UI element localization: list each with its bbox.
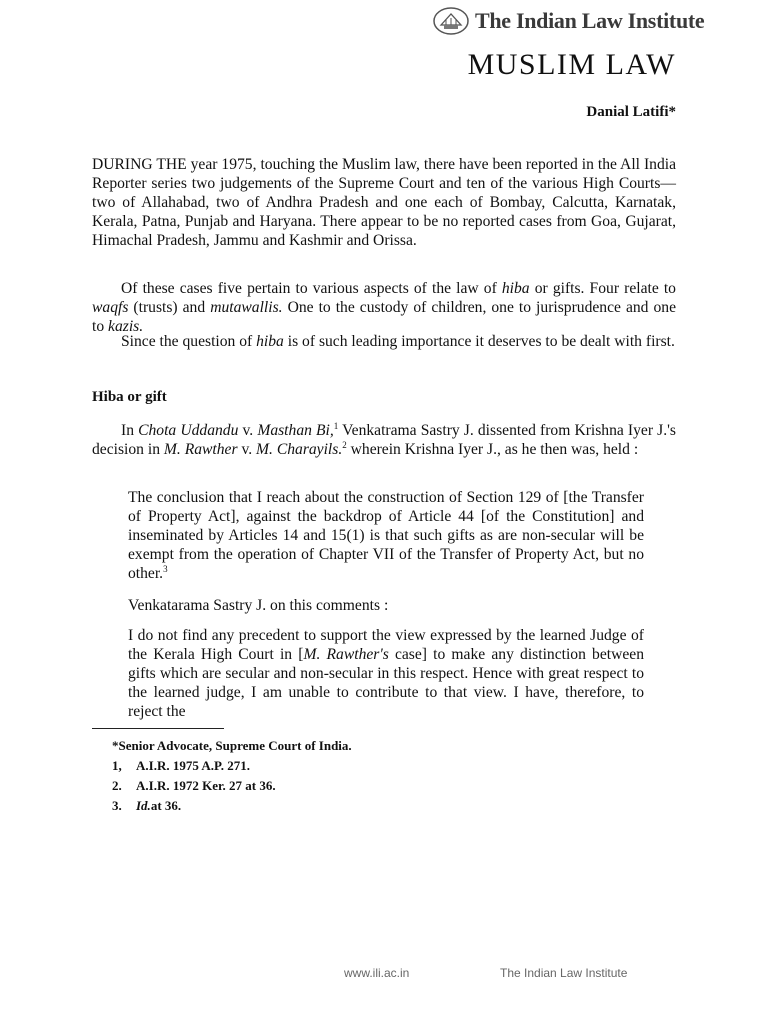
paragraph-comment-intro: Venkatarama Sastry J. on this comments :	[128, 597, 389, 614]
paragraph-intro: DURING THE year 1975, touching the Muslim law, there have been reported in the All India Reporter series two judgements of the Supreme Court and ten of the various High Courts—two of Allahabad, two of Andhra Pradesh and one each of Bombay, Calcutta, Karnatak, Kerala, Patna, Punjab and Haryana. There appear to be no reported cases from Goa, Gujarat, Himachal Pradesh, Jammu and Kashmir and Orissa.	[92, 156, 676, 249]
block-quote-venkatarama: I do not find any precedent to support the view expressed by the learned Judge of the Kerala High Court in [M. Rawther's case] to make any distinction between gifts which are secular and non-secular in this respect. Hence with great respect to the learned judge, I am unable to contribute to that view. I have, therefore, to reject the	[128, 627, 645, 720]
footnote-item: 2. A.I.R. 1972 Ker. 27 at 36.	[112, 778, 276, 793]
footnote-item: 1, A.I.R. 1975 A.P. 271.	[112, 758, 251, 773]
section-heading: Hiba or gift	[92, 389, 167, 405]
paragraph-hiba-importance: Since the question of hiba is of such leading importance it deserves to be dealt with first.	[121, 333, 675, 350]
footer-institute-name: The Indian Law Institute	[500, 966, 628, 980]
footnote-ref-1: 1	[333, 420, 339, 431]
footnotes	[112, 736, 352, 816]
header-brand	[432, 6, 704, 36]
footnote-divider	[92, 728, 224, 729]
paragraph-case-discussion: In Chota Uddandu v. Masthan Bi,$^1$ Venkatrama Sastry J. dissented from Krishna Iyer J.'s decision in M. Rawther v. M. Charayils.$^2$ wherein Krishna Iyer J., as he then was, held :	[92, 420, 677, 458]
footer-website-link[interactable]: www.ili.ac.in	[344, 966, 410, 980]
footnote-ref-3: 3	[163, 563, 168, 574]
institute-name: The Indian Law Institute	[475, 8, 705, 33]
footnote-item: 3. Id. at 36.	[112, 798, 182, 813]
footnote-author: *Senior Advocate, Supreme Court of India.	[112, 738, 352, 753]
footnote-ref-2: 2	[342, 439, 347, 450]
paragraph-cases-summary: Of these cases five pertain to various aspects of the law of hiba or gifts. Four relate to waqfs (trusts) and mutawallis. One to the custody of children, one to jurisprudence and one to kazis.	[92, 280, 677, 335]
institute-emblem-icon	[432, 6, 470, 36]
block-quote-krishna-iyer: The conclusion that I reach about the construction of Section 129 of [the Transfer of Property Act], against the backdrop of Article 44 [of the Constitution] and inseminated by Articles 14 and 15(1) is that such gifts as are non-secular will be exempt from the operation of Chapter VII of the Transfer of Property Act, but no other.$^3$	[128, 489, 644, 582]
page-title: MUSLIM LAW	[467, 48, 676, 81]
author-name: Danial Latifi*	[586, 104, 676, 120]
